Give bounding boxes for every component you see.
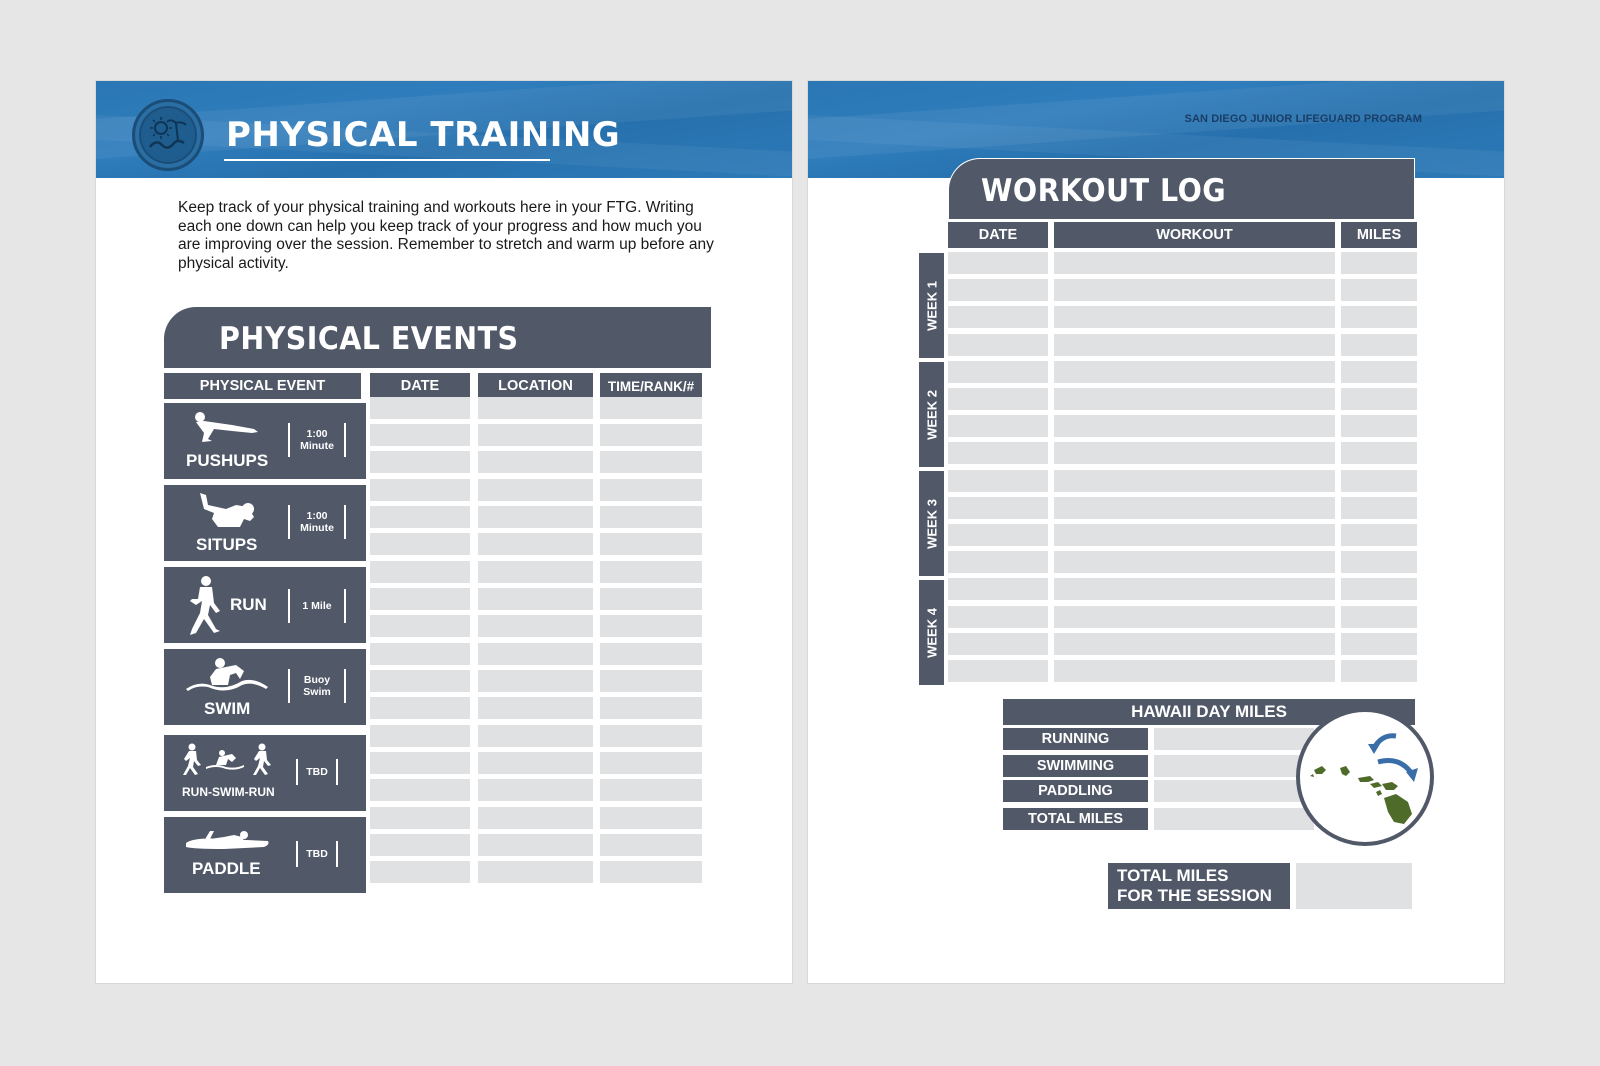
log-row-1-workout-input[interactable]: [1054, 252, 1335, 274]
event-3-date-input[interactable]: [370, 615, 470, 637]
swimmer-icon: [186, 657, 270, 693]
log-row-8-miles-input[interactable]: [1341, 442, 1417, 464]
column-header-workout: WORKOUT: [1054, 222, 1335, 248]
log-row-8-workout-input[interactable]: [1054, 442, 1335, 464]
week-label-text: WEEK 3: [924, 498, 939, 549]
event-paddle: [164, 817, 366, 893]
event-3-date-input[interactable]: [370, 561, 470, 583]
total-session-miles-input[interactable]: [1296, 863, 1412, 909]
header-banner: [96, 81, 792, 178]
log-row-4-workout-input[interactable]: [1054, 334, 1335, 356]
event-1-location-input[interactable]: [478, 397, 593, 419]
event-2-time-rank-input[interactable]: [600, 506, 702, 528]
event-requirement: [288, 589, 346, 623]
log-row-8-date-input[interactable]: [948, 442, 1048, 464]
event-1-time-rank-input[interactable]: [600, 424, 702, 446]
event-3-time-rank-input[interactable]: [600, 588, 702, 610]
log-row-15-workout-input[interactable]: [1054, 633, 1335, 655]
situp-icon: [196, 491, 260, 531]
event-name: RUN: [230, 595, 267, 614]
event-requirement: [296, 759, 338, 785]
event-1-date-input[interactable]: [370, 451, 470, 473]
log-row-11-miles-input[interactable]: [1341, 524, 1417, 546]
log-row-9-date-input[interactable]: [948, 470, 1048, 492]
log-row-3-workout-input[interactable]: [1054, 306, 1335, 328]
event-5-date-input[interactable]: [370, 779, 470, 801]
hawaii-row-swimming: SWIMMING: [1003, 755, 1148, 777]
column-header-location: LOCATION: [478, 373, 593, 399]
paddleboard-icon: [184, 827, 270, 853]
event-2-location-input[interactable]: [478, 479, 593, 501]
event-4-location-input[interactable]: [478, 697, 593, 719]
week-4-label: [919, 580, 944, 685]
week-label-text: WEEK 1: [924, 280, 939, 331]
week-2-label: [919, 362, 944, 467]
event-5-location-input[interactable]: [478, 725, 593, 747]
event-name: PADDLE: [192, 859, 261, 878]
event-2-location-input[interactable]: [478, 506, 593, 528]
intro-paragraph: Keep track of your physical training and workouts here in your FTG. Writing each one down can help you keep track of your progress and how much you are improving over the session. Remember to stretch and warm up before any physical activity.: [178, 199, 714, 272]
workout-log-title: WORKOUT LOG: [981, 173, 1227, 209]
log-row-3-date-input[interactable]: [948, 306, 1048, 328]
event-situps: [164, 485, 366, 561]
column-header-physical-event: PHYSICAL EVENT: [164, 373, 361, 399]
page-workout-log: [807, 80, 1505, 984]
runner-icon: [186, 575, 226, 637]
workout-log-header: [948, 158, 1415, 219]
log-row-14-date-input[interactable]: [948, 606, 1048, 628]
event-4-time-rank-input[interactable]: [600, 697, 702, 719]
log-row-11-date-input[interactable]: [948, 524, 1048, 546]
log-row-10-workout-input[interactable]: [1054, 497, 1335, 519]
event-6-time-rank-input[interactable]: [600, 834, 702, 856]
event-3-location-input[interactable]: [478, 615, 593, 637]
requirement-line-1: 1:00: [306, 510, 328, 522]
week-label-text: WEEK 2: [924, 389, 939, 440]
log-row-16-date-input[interactable]: [948, 660, 1048, 682]
junior-lifeguard-seal-icon: [132, 99, 204, 171]
log-row-12-workout-input[interactable]: [1054, 551, 1335, 573]
log-row-15-miles-input[interactable]: [1341, 633, 1417, 655]
event-1-date-input[interactable]: [370, 397, 470, 419]
event-name: PUSHUPS: [186, 451, 269, 470]
session-label-line-2: FOR THE SESSION: [1117, 886, 1272, 905]
log-row-14-miles-input[interactable]: [1341, 606, 1417, 628]
event-1-date-input[interactable]: [370, 424, 470, 446]
event-2-date-input[interactable]: [370, 479, 470, 501]
requirement-line-2: Minute: [300, 440, 334, 452]
event-4-location-input[interactable]: [478, 643, 593, 665]
log-row-15-date-input[interactable]: [948, 633, 1048, 655]
event-requirement: [288, 669, 346, 703]
log-row-7-miles-input[interactable]: [1341, 415, 1417, 437]
column-header-date: DATE: [948, 222, 1048, 248]
event-6-time-rank-input[interactable]: [600, 861, 702, 883]
requirement-line-2: Swim: [303, 686, 331, 698]
event-run-swim-run: [164, 735, 366, 811]
event-5-date-input[interactable]: [370, 752, 470, 774]
page-physical-training: [95, 80, 793, 984]
event-name: RUN-SWIM-RUN: [182, 785, 275, 799]
log-row-11-workout-input[interactable]: [1054, 524, 1335, 546]
event-2-time-rank-input[interactable]: [600, 533, 702, 555]
log-row-12-date-input[interactable]: [948, 551, 1048, 573]
hawaii-row-running: RUNNING: [1003, 728, 1148, 750]
log-row-6-date-input[interactable]: [948, 388, 1048, 410]
hawaii-row-total-miles: TOTAL MILES: [1003, 808, 1148, 830]
column-header-miles: MILES: [1341, 222, 1417, 248]
event-4-date-input[interactable]: [370, 697, 470, 719]
log-row-14-workout-input[interactable]: [1054, 606, 1335, 628]
requirement-line-1: 1:00: [306, 428, 328, 440]
event-2-date-input[interactable]: [370, 506, 470, 528]
hawaii-row-paddling: PADDLING: [1003, 780, 1148, 802]
requirement-line-1: TBD: [306, 848, 328, 860]
pushup-icon: [192, 411, 262, 445]
event-4-date-input[interactable]: [370, 670, 470, 692]
event-6-date-input[interactable]: [370, 861, 470, 883]
event-5-location-input[interactable]: [478, 752, 593, 774]
log-row-1-miles-input[interactable]: [1341, 252, 1417, 274]
event-2-time-rank-input[interactable]: [600, 479, 702, 501]
log-row-12-miles-input[interactable]: [1341, 551, 1417, 573]
hawaii-paddling-input[interactable]: [1154, 780, 1314, 802]
column-header-date: DATE: [370, 373, 470, 399]
event-1-time-rank-input[interactable]: [600, 451, 702, 473]
log-row-16-miles-input[interactable]: [1341, 660, 1417, 682]
column-header-time-rank: TIME/RANK/#: [600, 373, 702, 399]
session-label-line-1: TOTAL MILES: [1117, 866, 1229, 885]
log-row-13-miles-input[interactable]: [1341, 578, 1417, 600]
event-3-location-input[interactable]: [478, 561, 593, 583]
event-6-time-rank-input[interactable]: [600, 807, 702, 829]
log-row-4-miles-input[interactable]: [1341, 334, 1417, 356]
program-name: SAN DIEGO JUNIOR LIFEGUARD PROGRAM: [1184, 113, 1422, 125]
hawaii-swimming-input[interactable]: [1154, 755, 1314, 777]
log-row-10-miles-input[interactable]: [1341, 497, 1417, 519]
log-row-4-date-input[interactable]: [948, 334, 1048, 356]
log-row-13-date-input[interactable]: [948, 578, 1048, 600]
run-swim-run-icon: [182, 743, 274, 777]
event-5-time-rank-input[interactable]: [600, 752, 702, 774]
hawaii-running-input[interactable]: [1154, 728, 1314, 750]
hawaii-islands-map-icon: [1296, 708, 1434, 846]
event-requirement: [288, 505, 346, 539]
event-3-time-rank-input[interactable]: [600, 561, 702, 583]
event-1-location-input[interactable]: [478, 451, 593, 473]
event-3-date-input[interactable]: [370, 588, 470, 610]
event-requirement: [296, 841, 338, 867]
log-row-5-date-input[interactable]: [948, 361, 1048, 383]
log-row-6-miles-input[interactable]: [1341, 388, 1417, 410]
log-row-5-workout-input[interactable]: [1054, 361, 1335, 383]
log-row-6-workout-input[interactable]: [1054, 388, 1335, 410]
event-6-date-input[interactable]: [370, 834, 470, 856]
event-4-date-input[interactable]: [370, 643, 470, 665]
event-3-time-rank-input[interactable]: [600, 615, 702, 637]
event-5-date-input[interactable]: [370, 725, 470, 747]
log-row-13-workout-input[interactable]: [1054, 578, 1335, 600]
event-5-time-rank-input[interactable]: [600, 725, 702, 747]
log-row-2-workout-input[interactable]: [1054, 279, 1335, 301]
requirement-line-1: 1 Mile: [302, 600, 332, 612]
hawaii-day-miles-header: HAWAII DAY MILES: [1003, 699, 1415, 725]
requirement-line-1: TBD: [306, 766, 328, 778]
title-underline: [224, 159, 550, 161]
event-4-time-rank-input[interactable]: [600, 670, 702, 692]
event-swim: [164, 649, 366, 725]
log-row-5-miles-input[interactable]: [1341, 361, 1417, 383]
event-2-location-input[interactable]: [478, 533, 593, 555]
event-name: SITUPS: [196, 535, 258, 554]
event-requirement: [288, 423, 346, 457]
physical-events-header: [164, 307, 711, 368]
event-6-location-input[interactable]: [478, 807, 593, 829]
event-5-location-input[interactable]: [478, 779, 593, 801]
event-6-location-input[interactable]: [478, 861, 593, 883]
requirement-line-2: Minute: [300, 522, 334, 534]
event-run: [164, 567, 366, 643]
event-4-location-input[interactable]: [478, 670, 593, 692]
event-6-date-input[interactable]: [370, 807, 470, 829]
log-row-2-date-input[interactable]: [948, 279, 1048, 301]
event-5-time-rank-input[interactable]: [600, 779, 702, 801]
requirement-line-1: Buoy: [303, 674, 331, 686]
event-6-location-input[interactable]: [478, 834, 593, 856]
log-row-1-date-input[interactable]: [948, 252, 1048, 274]
physical-events-title: PHYSICAL EVENTS: [219, 321, 519, 357]
week-1-label: [919, 253, 944, 358]
event-3-location-input[interactable]: [478, 588, 593, 610]
log-row-3-miles-input[interactable]: [1341, 306, 1417, 328]
total-session-miles-label: [1108, 863, 1290, 909]
event-pushups: [164, 403, 366, 479]
log-row-7-workout-input[interactable]: [1054, 415, 1335, 437]
event-2-date-input[interactable]: [370, 533, 470, 555]
log-row-10-date-input[interactable]: [948, 497, 1048, 519]
week-label-text: WEEK 4: [924, 607, 939, 658]
week-3-label: [919, 471, 944, 576]
event-4-time-rank-input[interactable]: [600, 643, 702, 665]
page-title: PHYSICAL TRAINING: [226, 115, 621, 155]
log-row-7-date-input[interactable]: [948, 415, 1048, 437]
event-1-time-rank-input[interactable]: [600, 397, 702, 419]
log-row-9-workout-input[interactable]: [1054, 470, 1335, 492]
log-row-16-workout-input[interactable]: [1054, 660, 1335, 682]
log-row-9-miles-input[interactable]: [1341, 470, 1417, 492]
hawaii-total-miles-input[interactable]: [1154, 808, 1314, 830]
event-1-location-input[interactable]: [478, 424, 593, 446]
event-name: SWIM: [204, 699, 251, 718]
log-row-2-miles-input[interactable]: [1341, 279, 1417, 301]
